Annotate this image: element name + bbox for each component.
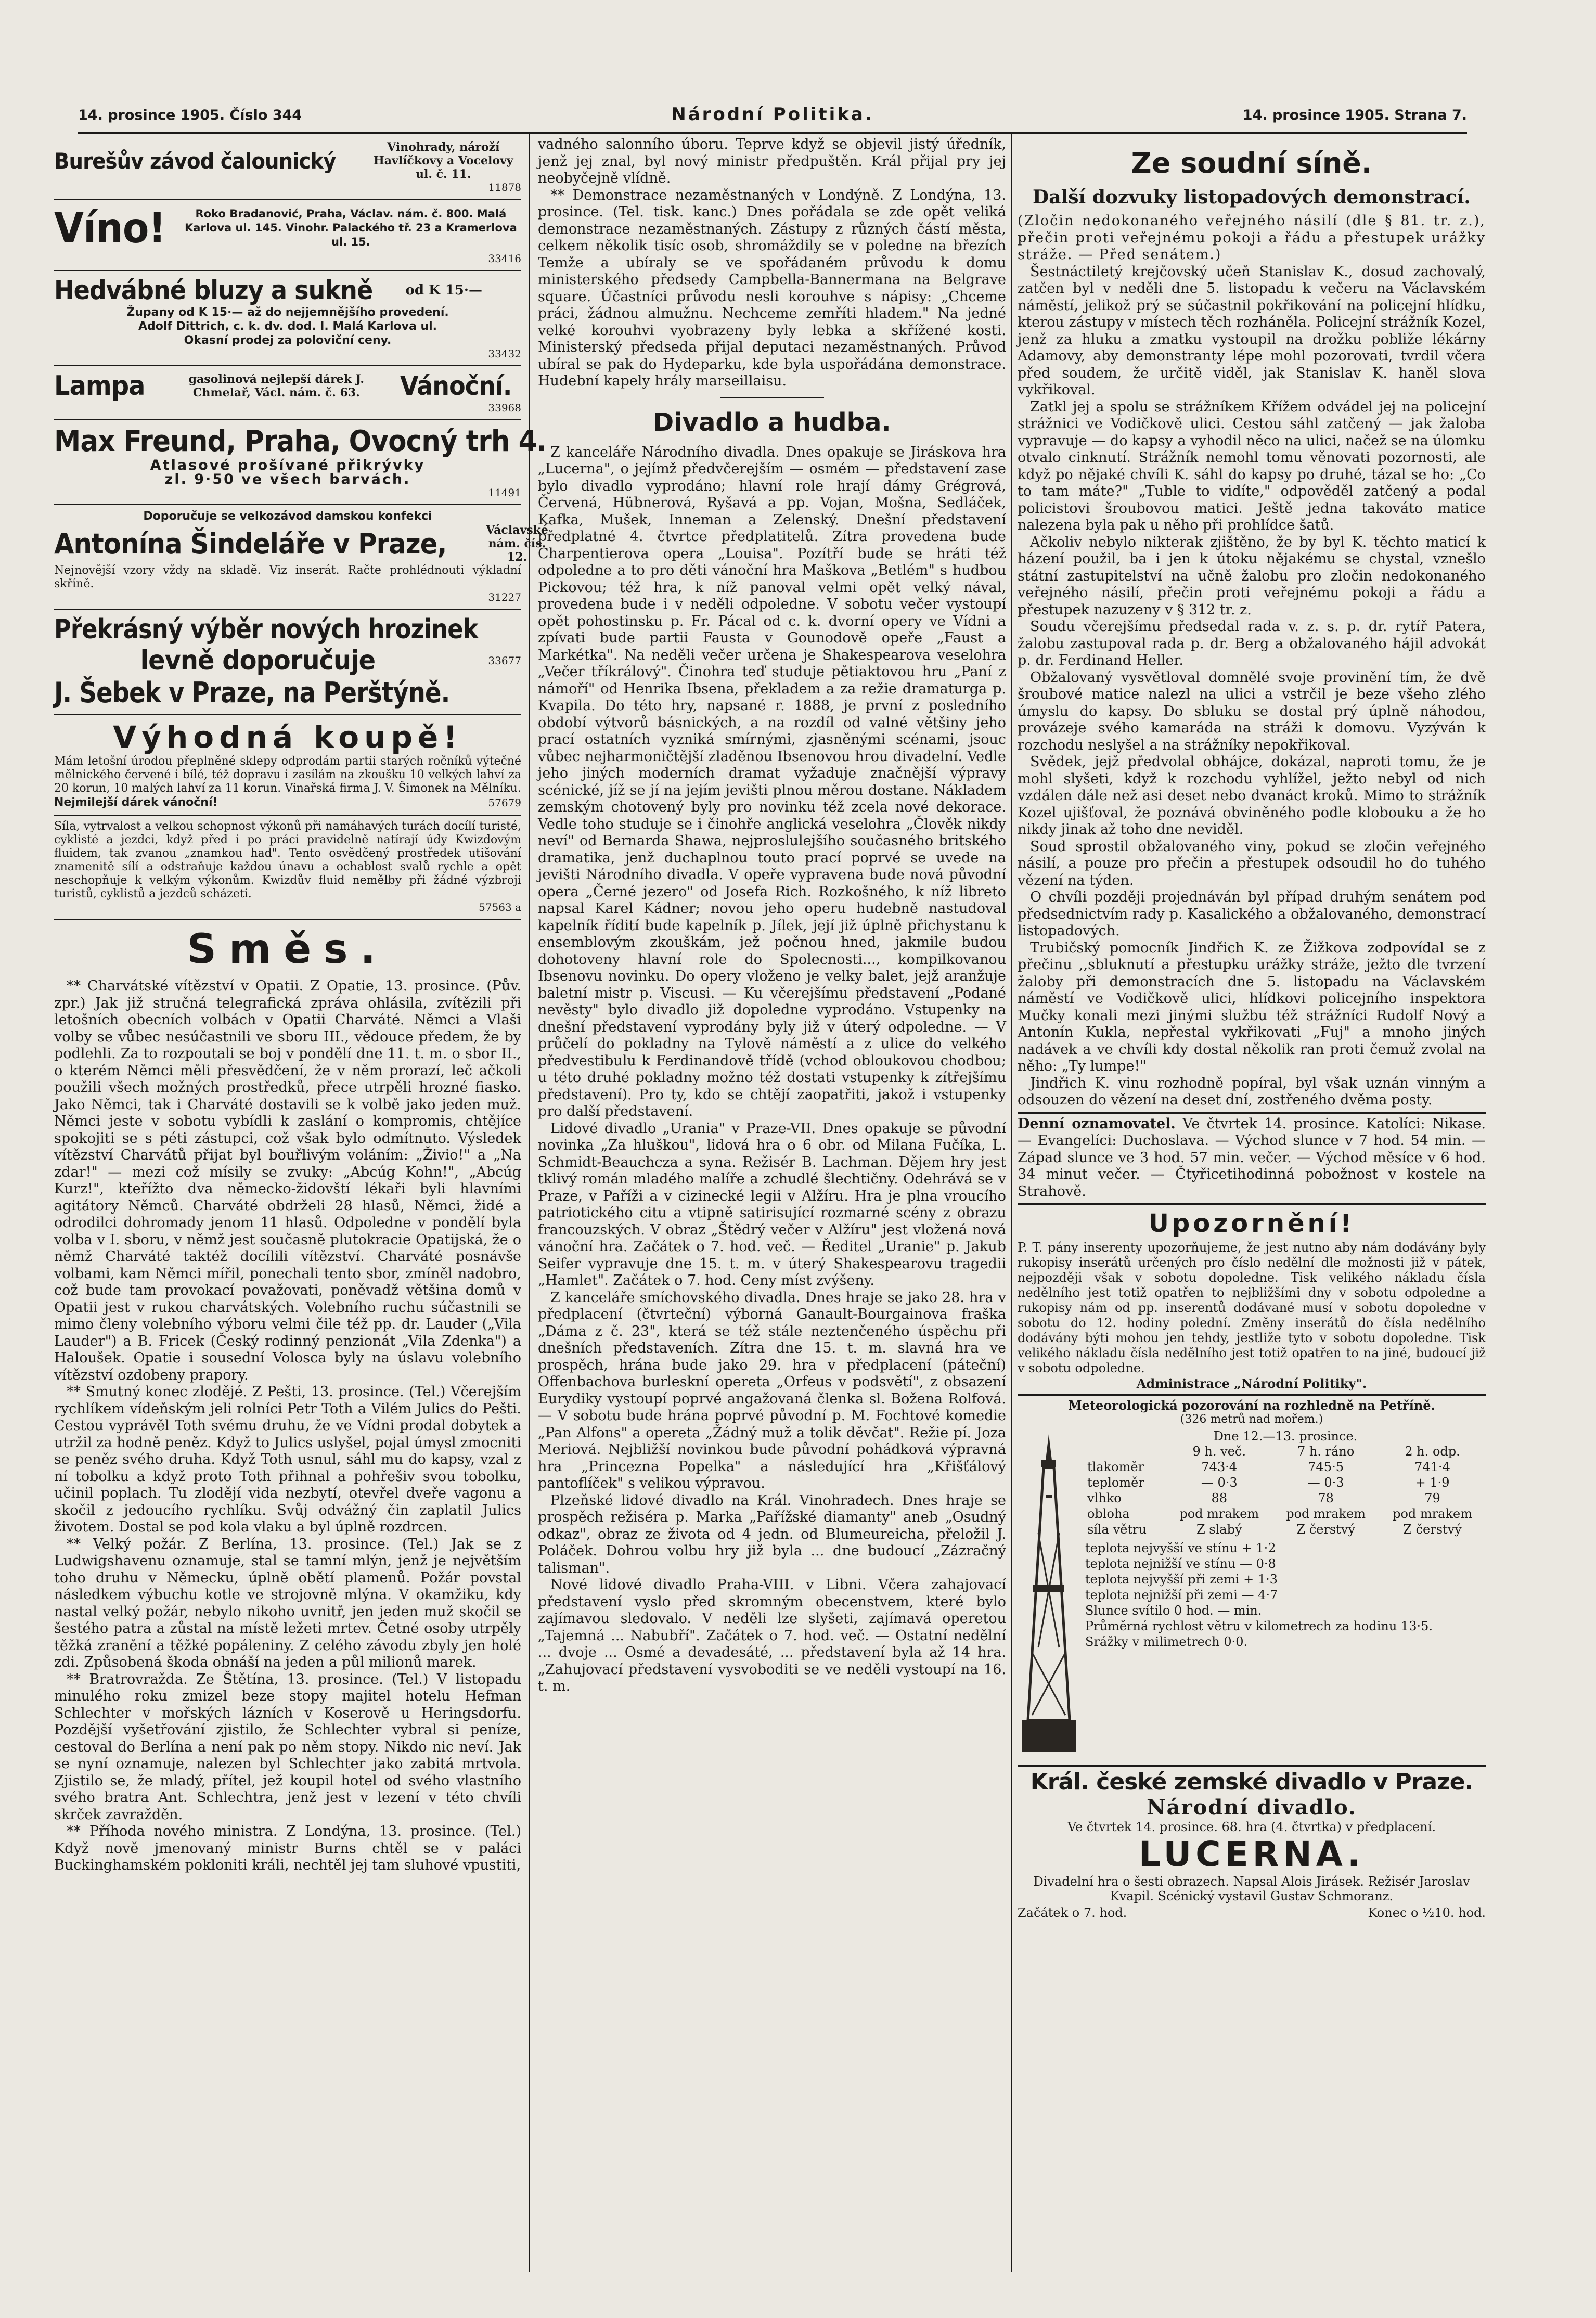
ad-hrozinky	[54, 610, 521, 715]
section-title-divadlo: Divadlo a hudba.	[653, 407, 891, 437]
ad-lampa-title: Lampa	[54, 370, 145, 402]
ad-kvizda	[54, 816, 521, 920]
weather-col: 2 h. odp.	[1405, 1444, 1460, 1459]
ad-sindelar-num: 31227	[488, 591, 521, 603]
ad-vino-text: Roko Bradanović, Praha, Václav. nám. č. 800. Malá Karlova ul. 145. Vinohr. Palackého tř. 23 a Kramerlova ul. 15.	[184, 208, 517, 248]
theatre-play-title: LUCERNA.	[1138, 1834, 1365, 1874]
ad-bluzy-line3: Okasní prodej za poloviční ceny.	[184, 334, 392, 347]
theatre-start: Začátek o 7. hod.	[1018, 1905, 1127, 1920]
ad-freund	[54, 420, 547, 505]
ad-koupe	[54, 715, 521, 816]
column-divider-2	[1011, 134, 1012, 2272]
article: Z kanceláře smíchovského divadla. Dnes hraje se jako 28. hra v předplacení (čtvrteční) výborná Ganault-Bourgainova fraška „Dáma z č. 23", která se též stále neztenčeného úspěchu při dnešních představeních. Zítra dne 15. t. m. slavná hra ve prospěch, hrána bude jako 29. hra v předplacení (páteční) Offenbachova burleskní opereta „Orfeus v podsvětí", z obsazení Eurydiky vystoupí poprvé angažovaná členka sl. Božena Rolfová. — V sobotu bude hrána poprvé původní p. M. Fochtové komedie „Pan Alfons" a opereta „Žádný muž a tolik děvčat". Režie pí. Joza Meriová. Nejbližší novinkou bude původní pohádková výpravná hra „Princezna Popelka" a následující hra „Křišťálový pantoflíček" s velikou výpravou.	[538, 1289, 1006, 1491]
weather-line: teplota nejnižší při zemi — 4·7	[1085, 1588, 1278, 1602]
article: Z kanceláře Národního divadla. Dnes opakuje se Jiráskova hra „Lucerna", o jejímž předvčerejším — osmém — představení zase bylo divadlo vyprodáno; hlavní role hrají dámy Grégrová, Červená, Hübnerová, Ryšavá a pp. Vojan, Mošna, Sedláček, Kafka, Mušek, Inneman a Zelenský. Dnešní představení předplatné 4. čtvrtce předplatitelů. Zítra provedena bude Charpentierova opera „Louisa". Pozítří bude se hráti též odpoledne a to pro děti vánoční hra Maškova „Betlém" s hudbou Pickovou; též hra, k níž panoval velmi opět velký nával, provedena bude i v neděli odpoledne. V sobotu večer vystoupí opět pohostinsku p. Fr. Pácal od c. k. dvorní opery ve Vídni a zpívati bude partii Fausta v Gounodově opeře „Faust a Markétka". Na neděli večer určena je Shakespearova veselohra „Večer tříkrálový". Činohra teď studuje pětiaktovou hru „Paní z námoří" od Henrika Ibsena, překladem a za režie dramaturga p. Kvapila. Do této hry, napsané r. 1888, je první z posledního období výtvorů básnických, a na rozdíl od valné většiny jeho prací ostatních vyzniká smírnými, zjasněnými scénami, jsouc vůbec nejharmoničtější zladěnou Ibsenovou hrou divadelní. Vedle jeho jiných moderních dramat vyžaduje značnější výpravy scénické, jíž se jí na jejím jevišti plnou měrou dostane. Nákladem zemským chotovený byly pro novinku též zcela nové dekorace. Vedle toho studuje se i činohře anglická veselohra „Člověk nikdy neví" od Bernarda Shawa, nejproslulejšího současného britského dramatika, jenž duchaplnou touto prací poprvé se uvede na jevišti Národního divadla. V opeře vypravena bude nová původní opera „Černé jezero" od Josefa Rich. Rozkošného, k níž libreto napsal Karel Kádner; novou jeho operu hudebně nastudoval kapelník řídití bude kapelník p. Jílek, její již úplně přichystanu k ensemblovým zkouškám, jež počnou hned, jakmile budou dohotoveny hlavní role do Spolecnosti..., kompilkovanou Ibsenovu novinku. Do opery vloženo je velky balet, jejž aranžuje baletní mistr p. Viscusi. — Ku včerejšímu představení „Podané nevěsty" bylo divadlo již dopoledne vyprodáno. Vstupenky na dnešní představení vyprodány byly již v úterý odpoledne. — V průčelí do pokladny na Tylově náměstí a z ulice do velkého předvestibulu k Ferdinandově třídě (vchod obloukovou chodbou; u této druhé pokladny možno též dostati vstupenky k zítřejšímu představení). Pro ty, kdo se chtějí zaopatřiti, jakož i vstupenky pro další představení.	[538, 444, 1006, 1119]
ad-lampa	[54, 366, 521, 420]
weather-col: 7 h. ráno	[1297, 1444, 1355, 1459]
weather-value: pod mrakem	[1393, 1506, 1472, 1521]
weather-sub: (326 metrů nad mořem.)	[1180, 1413, 1323, 1426]
header-masthead: Národní Politika.	[671, 104, 874, 125]
article: ** Demonstrace nezaměstnaných v Londýně. Z Londýna, 13. prosince. (Tel. tisk. kanc.) Dnes pořádala se zde opět veliká demonstrace nezaměstnaných. Zástupy z různých částí města, celkem několik tisíc osob, shromáždily se v poledne na březích Temže a ubíraly se ve spořádaném průvodu k domu ministerského předsedy Campbella-Bannermana na Belgrave square. Účastníci průvodu nesli korouhve s nápisy: „Chceme práci, žádnou almužnu. Nechceme zemříti hladem." Na jedné velké korouhvi vyobrazeny byly lebka a skřížené kosti. Ministerský předseda přijal deputaci nezaměstnaných. Průvod ubíral se pak do Hydeparku, kde byla uspořádána demonstrace. Hudební kapely hrály marseillaisu.	[538, 187, 1006, 389]
ad-vino	[54, 200, 521, 271]
ad-vino-title: Víno!	[54, 204, 166, 252]
daily-notice-text: Ve čtvrtek 14. prosince. Katolíci: Nikase. — Evangelíci: Duchoslava. — Východ slunce v 7 hod. 54 min. — Západ slunce ve 3 hod. 57 min. večer. — Východ měsíce v 6 hod. 34 minut večer. — Čtyřicetihodinná pobožnost v kostele na Strahově.	[1018, 1115, 1486, 1200]
ad-sindelar-line0: Doporučuje se velkozávod damskou konfekci	[143, 510, 432, 523]
weather-value: Z čerstvý	[1296, 1522, 1355, 1537]
ad-bluzy-line2: Adolf Dittrich, c. k. dv. dod. I. Malá Karlova ul.	[138, 320, 437, 333]
weather-value: pod mrakem	[1179, 1506, 1259, 1521]
daily-notice-title: Denní oznamovatel.	[1018, 1115, 1176, 1132]
ad-calounicky-title: Burešův závod čalounický	[54, 148, 336, 174]
ad-bluzy	[54, 271, 521, 366]
notice-title: Upozornění!	[1148, 1209, 1355, 1238]
article: Soudu včerejšímu předsedal rada v. z. s. p. dr. rytíř Patera, žalobu zastupoval rada p. dr. Berg a obžalovaného hájil advokát p. dr. Ferdinand Heller.	[1018, 619, 1486, 668]
article-charge: (Zločin nedokonaného veřejného násilí (dle § 81. tr. z.), přečin proti veřejnému pokoji a řádu a přestupek urážky stráže. — Před senátem.)	[1018, 213, 1486, 263]
weather-line: teplota nejnižší ve stínu — 0·8	[1085, 1556, 1276, 1571]
weather-report	[1018, 1394, 1486, 1762]
ad-sindelar-title: Antonína Šindeláře v Praze,	[54, 527, 447, 560]
weather-row	[1085, 1506, 1486, 1522]
daily-notice	[1018, 1112, 1486, 1201]
ad-kvizda-text: Síla, vytrvalost a velkou schopnost výkonů při namáhavých turách docílí turisté, cyklisté a jezdci, když před i po práci pravidelně natírají údy Kwizdovým fluidem, tak zvanou „znamkou had". Tento osvědčený prostředek utišování znamenitě sílí a odstraňuje každou únavu a ochablost svalů rychle a opět neschopňuje k velkým výkonům. Kwizdův fluid nemělby při žádné výzbroji turistů, cyklistů a jezdců scházeti.	[54, 820, 521, 900]
theatre-program	[1018, 1765, 1486, 1920]
article: Lidové divadlo „Urania" v Praze-VII. Dnes opakuje se původní novinka „Za hluškou", lidová hra o 6 obr. od Milana Fučíka, L. Schmidt-Beauchcza a syna. Režisér B. Lachman. Dějem hry jest tklivý román mladého malíře a zchudlé šlechtičny. Odehrává se v Praze, v Paříži a v cizinecké legii v Alžíru. Hra je plna vroucího patriotického citu a vtipně satirisující rozmarné scény z obrazu francouzských. V obraz „Štědrý večer v Alžíru" jest vložená nová vánoční hra. Začátek o 7. hod. več. — Ředitel „Uranie" p. Jakub Seifer vypravuje dne 15. t. m. v úterý Shakespearovu tragedii „Hamlet". Začátek o 7. hod. Ceny míst zvýšeny.	[538, 1120, 1006, 1289]
ad-hrozinky-num: 33677	[488, 654, 521, 667]
weather-value: 745·5	[1308, 1460, 1344, 1474]
ad-bluzy-price: od K 15·—	[405, 282, 482, 298]
article: Nové lidové divadlo Praha-VIII. v Libni. Včera zahajovací představení vyslo před skromným obecenstvem, které bylo zajímavou sledovalo. V neděli lze slyšeti, zajímavá operetou „Tajemná ... Nabubří". Začátek o 7. hod. več. — Ostatní nedělní ... dvoje ... Osmé a devadesáté, ... představení byla až 14 hra. „Zahujovací představení vysvoboditi se ve neděli vystoupí na 16. t. m.	[538, 1577, 1006, 1694]
article: ** Bratrovražda. Ze Štětína, 13. prosince. (Tel.) V listopadu minulého roku zmizel beze stopy majitel hotelu Hefman Schlechter v mořských lázních v Koserově u Heringsdorfu. Pozdější vyšetřování zjistilo, že Schlechter vybral si peníze, cestoval do Berlína a není pak po něm stopy. Nikdo nic neví. Jak se nyní oznamuje, nalezen byl Schlechter jako zabitá mrtvola. Zjistilo se, že mladý, přítel, jež koupil hotel od svého vlastního svého bratra Ant. Schlechtra, jenž jest v lezení v této chvíli skrček zavražděn.	[54, 1671, 521, 1823]
article: O chvíli později projednáván byl případ druhým senátem pod předsednictvím rady p. Kasalického a obžalovaného, demonstrací listopadových.	[1018, 889, 1486, 939]
weather-value: Z slabý	[1196, 1522, 1242, 1537]
weather-value: 741·4	[1414, 1460, 1450, 1474]
article: Ačkoliv nebylo nikterak zjištěno, že by byl K. těchto maticí k házení použil, ba i jen k útoku nějakému se chystal, vznešlo státní zastupitelství na učně žalobu pro zločin nedokonaného veřejného násilí, přečin proti veřejnému pokoji a řádu a přestupek nazuzeny v § 312 tr. z.	[1018, 534, 1486, 618]
theatre-title-1: Král. české zemské divadlo v Praze.	[1030, 1769, 1473, 1795]
ad-bluzy-num: 33432	[488, 347, 521, 360]
theatre-end: Konec o ½10. hod.	[1368, 1905, 1486, 1920]
weather-label: síla větru	[1087, 1522, 1147, 1537]
notice-sign: Administrace „Národní Politiky".	[1136, 1376, 1367, 1391]
weather-label: teploměr	[1087, 1475, 1144, 1490]
article: ** Charvátské vítězství v Opatii. Z Opatie, 13. prosince. (Pův. zpr.) Jak již stručná telegrafická zpráva ohlásila, zvítězili při letošních obecních volbách v Opatii Charváté. Němci a Vlaši volby se vůbec nesúčastnili ve sboru III., vědouce předem, že by podlehli. Za to rozpoutali se boj v pondělí dne 11. t. m. o sbor II., o kterém Němci měli přesvědčení, že v něm prorazí, leč ačkoli použili všech možných prostředků, přece utrpěli hrozné fiasko. Jako Němci, tak i Charváté dostavili se k volbě jako jeden muž. Němci jeste v sobotu vybídli k zaslání o kompromis, chtějíce spokojiti se s péti zástupci, což však bylo odmítnuto. Výsledek vítězství Charvátů přijat byl bouřlivým voláním: „Živio!" a „Na zdar!" — mezi což mísily se zvuky: „Abcúg Kohn!", „Abcúg Kurz!", kteřížto dva německo-židovští lékaři byli hlavními agitátory Němců. Charváté obdrželi 28 hlasů, Němci, židé a odrodilci dohromady jenom 11 hlasů. Odpoledne v pondělí byla volba v I. sboru, v němž jest současně plutokracie Opatijská, že o němž Charváté taktéž docílili vítězství. Charváté posnávše volbami, kam Němci mířil, ponechali tento sbor, zmíněl nadobro, což bude tam provokací považovati, poněvadž většina domů v Opatii jest v rukou charvátských. Volebního ruchu súčastnili se mimo členy volebního výboru velmi čile též pp. dr. Lauder („Vila Lauder") a B. Fricek (Český rodinný penzionát „Vila Zdenka") a Haloušek. Opatie i sousední Volosca byly na úslavu volebního vítězství ozdobeny prapory.	[54, 978, 521, 1383]
ad-lampa-mid: gasolinová nejlepší dárek J. Chmelař, Václ. nám. č. 63.	[188, 372, 365, 400]
article: Jindřich K. vinu rozhodně popíral, byl však uznán vinným a odsouzen do vězení na deset dní, zostřeného dvěma posty.	[1018, 1075, 1486, 1108]
weather-value: 78	[1318, 1491, 1334, 1505]
header-left: 14. prosince 1905. Číslo 344	[78, 107, 302, 123]
weather-value: — 0·3	[1201, 1475, 1238, 1490]
notice-box	[1018, 1203, 1486, 1391]
weather-row	[1085, 1522, 1486, 1537]
article: Obžalovaný vysvětloval domnělé svoje provinění tím, že dvě šroubové matice nalezl na ulici a vstrčil je beze všeho zlého úmyslu do kapsy. Do sbluku se dostal prý úplně náhodou, provázeje svého kamaráda na stráži k domovu. Vyzýván k rozchodu neslyšel a na strážníky nepokřikoval.	[1018, 669, 1486, 753]
weather-table	[1085, 1444, 1486, 1537]
weather-label: vlhko	[1087, 1491, 1122, 1505]
ad-bluzy-title: Hedvábné bluzy a sukně	[54, 275, 373, 305]
ad-freund-line2: zl. 9·50 ve všech barvách.	[164, 471, 411, 487]
ad-sindelar	[54, 505, 548, 610]
ad-lampa-num: 33968	[488, 402, 521, 414]
theatre-line1: Ve čtvrtek 14. prosince. 68. hra (4. čtvrtka) v předplacení.	[1067, 1820, 1436, 1834]
weather-line: Srážky v milimetrech 0·0.	[1085, 1634, 1248, 1649]
weather-value: 79	[1424, 1491, 1440, 1505]
ad-kvizda-num: 57563 a	[479, 901, 521, 913]
notice-text: P. T. pány inserenty upozorňujeme, že jest nutno aby nám dodávány byly rukopisy inserátů určených pro číslo nedělní dle možnosti již v pátek, nejpozději však v sobotu dopoledne. Tisk velikého nákladu čísla nedělního jest totiž opatřen to nejbližšími dny v sobotu odpoledne a rukopisy nám od pp. inserentů dodávané musí v sobotu dopoledne v sobotu do 12. hodiny polední. Změny inserátů do čísla nedělního dodávány býti mohou jen tehdy, jestliže tyto v sobotu dopoledne. Tisk velikého nákladu čísla nedělního jest totiž opatřen to na jiné, budoucí již v sobotu odpoledne.	[1018, 1240, 1486, 1375]
article: ** Smutný konec zlodějé. Z Pešti, 13. prosince. (Tel.) Včerejším rychlíkem vídeňským jeli rolníci Petr Toth a Vilém Julics do Pešti. Cestou vyprávěl Toth svému druhu, že ve Vídni prodal dobytek a utržil za hodně peněz. Když to Julics uslyšel, pojal úmysl zmocniti se peněz svého druha. Když Toth usnul, sáhl mu do kapsy, vzal z ní tobolku a když proto Toth přihnal a pohřešiv svou tobolku, učinil poplach. Tu zlodějí vida nezbytí, otevřel dveře vagonu a skočil z jedoucího rychlíku. Svůj odvážný čin zaplatil Julics životem. Dostal se pod kola vlaku a byl úplně rozdrcen.	[54, 1384, 521, 1535]
petrin-tower-illustration	[1018, 1429, 1080, 1762]
weather-line: Průměrná rychlost větru v kilometrech za hodinu 13·5.	[1085, 1619, 1433, 1633]
column-3	[1018, 136, 1486, 2274]
weather-value: Z čerstvý	[1403, 1522, 1462, 1537]
ad-freund-num: 11491	[488, 486, 521, 499]
ad-freund-title: Max Freund, Praha, Ovocný trh 4.	[54, 424, 547, 458]
theatre-line2: Divadelní hra o šesti obrazech. Napsal Alois Jirásek. Režisér Jaroslav Kvapil. Scénický vystavil Gustav Schmoranz.	[1033, 1874, 1470, 1903]
ad-bluzy-line1: Župany od K 15·— až do nejjemnějšího provedení.	[126, 306, 449, 319]
ad-koupe-tag: Nejmilejší dárek vánoční!	[54, 796, 218, 809]
article-subtitle: Další dozvuky listopadových demonstrací.	[1033, 186, 1471, 208]
page-header	[78, 102, 1467, 131]
article: ** Příhoda nového ministra. Z Londýna, 13. prosince. (Tel.) Když nově jmenovaný ministr Burns chtěl se v paláci Buckinghamském pokloniti králi, nechtěl jej tam sluhové vpustiti,	[54, 1823, 521, 1873]
article: Trubičský pomocník Jindřich K. ze Žižkova zodpovídal se z přečinu ,,sbluknutí a přestupku urážky stráže, ježto dle tvrzení žaloby při demonstracích dne 5. listopadu na Václavském náměstí ve Vodičkově ulici, hlídkovi policejního inspektora Mučky konali mezi jinými službu též strážníci Rudolf Nový a Antonín Kukla, nepřestal vykřikovati „Fuj" a mnoho jiných nadávek a ve chvíli kdy dostal několik ran proti čemuž zvolal na něho: „Ty lumpe!"	[1018, 939, 1486, 1074]
weather-line: Slunce svítilo 0 hod. — min.	[1085, 1603, 1262, 1618]
ad-lampa-right: Vánoční.	[400, 371, 512, 401]
weather-line: teplota nejvyšší ve stínu + 1·2	[1085, 1541, 1276, 1555]
weather-label: tlakoměr	[1087, 1460, 1144, 1474]
ad-hrozinky-line1: Překrásný výběr nových hrozinek	[54, 614, 478, 645]
weather-value: — 0·3	[1307, 1475, 1344, 1490]
ad-calounicky-addr: Vinohrady, nároží Havlíčkovy a Vocelovy ul. č. 11.	[373, 140, 513, 181]
column-2	[538, 136, 1006, 2274]
weather-col: 9 h. več.	[1192, 1444, 1246, 1459]
ad-sindelar-addr: Václavské nám. čís. 12.	[486, 523, 548, 564]
weather-date: Dne 12.—13. prosince.	[1213, 1429, 1358, 1444]
ad-hrozinky-line3: J. Šebek v Praze, na Perštýně.	[54, 676, 450, 709]
weather-label: obloha	[1087, 1506, 1130, 1521]
section-title-smes: Směs.	[187, 926, 389, 973]
weather-value: 743·4	[1201, 1460, 1238, 1474]
header-rule	[78, 132, 1467, 134]
theatre-title-2: Národní divadlo.	[1147, 1795, 1357, 1820]
weather-value: pod mrakem	[1286, 1506, 1366, 1521]
section-title-soud: Ze soudní síně.	[1131, 147, 1372, 179]
article: Plzeňské lidové divadlo na Král. Vinohradech. Dnes hraje se prospěch režiséra p. Marka „Pařížské diamanty" aneb „Osudný odkaz", obraz ze života od 4 jedn. od Blumeureicha, přeložil J. Poláček. Dohrou volbu hry již byla ... dne budoucí „Zázračný talisman".	[538, 1492, 1006, 1576]
article: Svědek, jejž předvolal obhájce, dokázal, naproti tomu, že je mohl slyšeti, když k rozchodu vyhlížel, ježto nebyl od nich vzdálen dále než asi deset nebo dvanáct kroků. Mimo to strážník Kozel ujišťoval, že poznává obviněného podle klobouku a že ho nikdy jinak až toho dne neviděl.	[1018, 754, 1486, 838]
weather-title: Meteorologická pozorování na rozhledně na Petříně.	[1068, 1398, 1435, 1413]
ad-hrozinky-line2: levně doporučuje	[140, 645, 376, 676]
ad-calounicky-num: 11878	[488, 181, 521, 194]
weather-row	[1085, 1475, 1486, 1490]
weather-line: teplota nejvyšší při zemi + 1·3	[1085, 1572, 1278, 1587]
ad-vino-num: 33416	[488, 252, 521, 265]
header-right: 14. prosince 1905. Strana 7.	[1242, 107, 1467, 123]
weather-row	[1085, 1459, 1486, 1475]
article-continued: vadného salonního úboru. Teprve když se objevil jistý úředník, jenž jej znal, byl nový ministr předpuštěn. Král přijal pry jej neobyčejně vlídně.	[538, 136, 1006, 186]
ad-calounicky	[54, 136, 521, 200]
weather-value: 88	[1211, 1491, 1228, 1505]
weather-row	[1085, 1490, 1486, 1506]
article: Šestnáctiletý krejčovský učeň Stanislav K., dosud zachovalý, zatčen byl v neděli dne 5. listopadu k večeru na Václavském náměstí, jelikož prý se súčastnil pokřikování na policejní hlídku, kterou zástupy v místech těch rozháněla. Policejní strážník Kozel, jenž za hluku a zmatku vystoupil na drožku pobliže lékárny Adamovy, aby demonstranty lépe mohl pozorovati, tvrdil včera před soudem, že určitě viděl, jak Stanislav K. haněl slova vykřikoval.	[1018, 263, 1486, 398]
ad-sindelar-line1: Nejnovější vzory vždy na skladě. Viz inserát. Račte prohlédnouti výkladní skříně.	[54, 564, 521, 590]
ad-freund-line1: Atlasové prošívané přikrývky	[150, 457, 426, 473]
weather-value: + 1·9	[1415, 1475, 1450, 1490]
article: ** Velký požár. Z Berlína, 13. prosince. (Tel.) Jak se z Ludwigshavenu oznamuje, stal se tamní mlýn, jenž je největším toho druhu v Německu, úplně obětí plamenů. Požár povstal následkem výbuchu kotle ve strojovně mlýna. V okamžiku, kdy nastal velký požár, nebylo nikoho uvnitř, jen jeden muž skočil se šestého patra a zůstal na místě ležeti mrtev. Četné osoby utrpěly těžká zranění a těžké popáleniny. Z celého závodu zbyly jen holé zdi. Způsobená škoda obnáší na jeden a půl milionů marek.	[54, 1536, 521, 1670]
ad-koupe-num: 57679	[488, 796, 521, 809]
article: Soud sprostil obžalovaného viny, pokud se zločin veřejného násilí, a pouze pro přečin a přestupek odsoudil ho do tuhého vězení na týden.	[1018, 838, 1486, 888]
section-divider	[720, 397, 824, 398]
weather-header-row	[1085, 1444, 1486, 1459]
ad-koupe-text: Mám letošní úrodou přeplněné sklepy odprodám partii starých ročníků výtečné mělnického červené i bílé, též dopravu i zasílám na zkoušku 10 velkých lahví za 20 korun, 10 malých lahví za 11 korun. Vinařská firma J. V. Šimonek na Mělníku.	[54, 755, 521, 795]
ad-koupe-title: Výhodná koupě!	[113, 719, 462, 755]
article: Zatkl jej a spolu se strážníkem Křížem odvádel jej na policejní strážnici ve Vodičkově ulici. Cestou sáhl zatčený — jak žaloba vypravuje — do kapsy a vyhodil něco na ulici, načež se na úlomku otvalo cinknutí. Strážník nemohl tomu věnovati pozornosti, ale když po nějaké chvíli K. sáhl do kapsy po druhé, tázal se ho: „Co to tam máte?" „Tuble to vidíte," odpověděl zatčený a podal policistovi šroubovou matici. Ještě jedna takováto matice nalezena byla pak u něho při prohlídce šatů.	[1018, 398, 1486, 533]
column-1	[54, 136, 548, 2274]
